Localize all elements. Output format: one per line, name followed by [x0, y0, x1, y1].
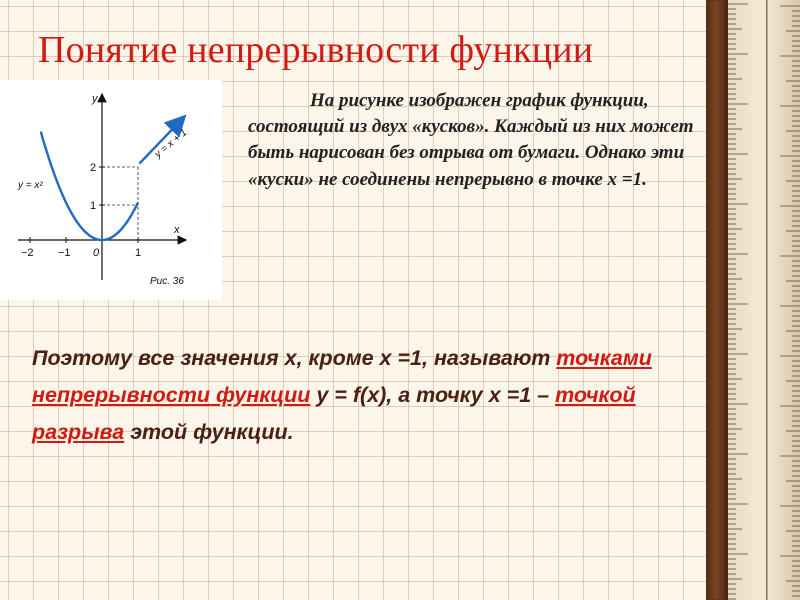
conclusion-part1: Поэтому все значения х, кроме х =1, называют [32, 346, 557, 370]
tick-label-y-2: 2 [90, 162, 97, 174]
parabola-curve [41, 132, 138, 240]
tick-label-y-1: 1 [90, 200, 97, 212]
parabola-label: y = x² [18, 180, 43, 191]
term-discontinuity-point: точкой разрыва [32, 382, 636, 444]
decorative-ruler [706, 0, 800, 600]
intro-paragraph [248, 88, 708, 193]
ruler-image [706, 0, 800, 600]
tick-label-x-neg1: −1 [58, 247, 71, 259]
figure-caption: Рис. 36 [150, 276, 184, 287]
conclusion-part2: у = f(х), а точку х =1 – [310, 382, 556, 407]
line-label: y = x + 1 [152, 127, 190, 161]
conclusion-paragraph [32, 340, 702, 451]
axis-label-y: y [92, 93, 98, 105]
term-continuity-points: точками непрерывности функции [32, 346, 652, 407]
conclusion-part3: этой функции. [124, 419, 294, 444]
tick-label-x-1: 1 [135, 247, 142, 259]
intro-text: На рисунке изображен график функции, состоящий из двух «кусков». Каждый из них может быть нарисован без отрыва от бумаги. Однако эти «куски» не соединены непрерывно в точке х =1. [248, 90, 694, 190]
function-graph-figure [0, 80, 222, 300]
tick-label-x-neg2: −2 [21, 247, 34, 259]
graph-svg [0, 80, 222, 300]
origin-label: 0 [93, 247, 100, 259]
axis-label-x: x [174, 224, 180, 236]
slide-title: Понятие непрерывности функции [38, 29, 594, 71]
